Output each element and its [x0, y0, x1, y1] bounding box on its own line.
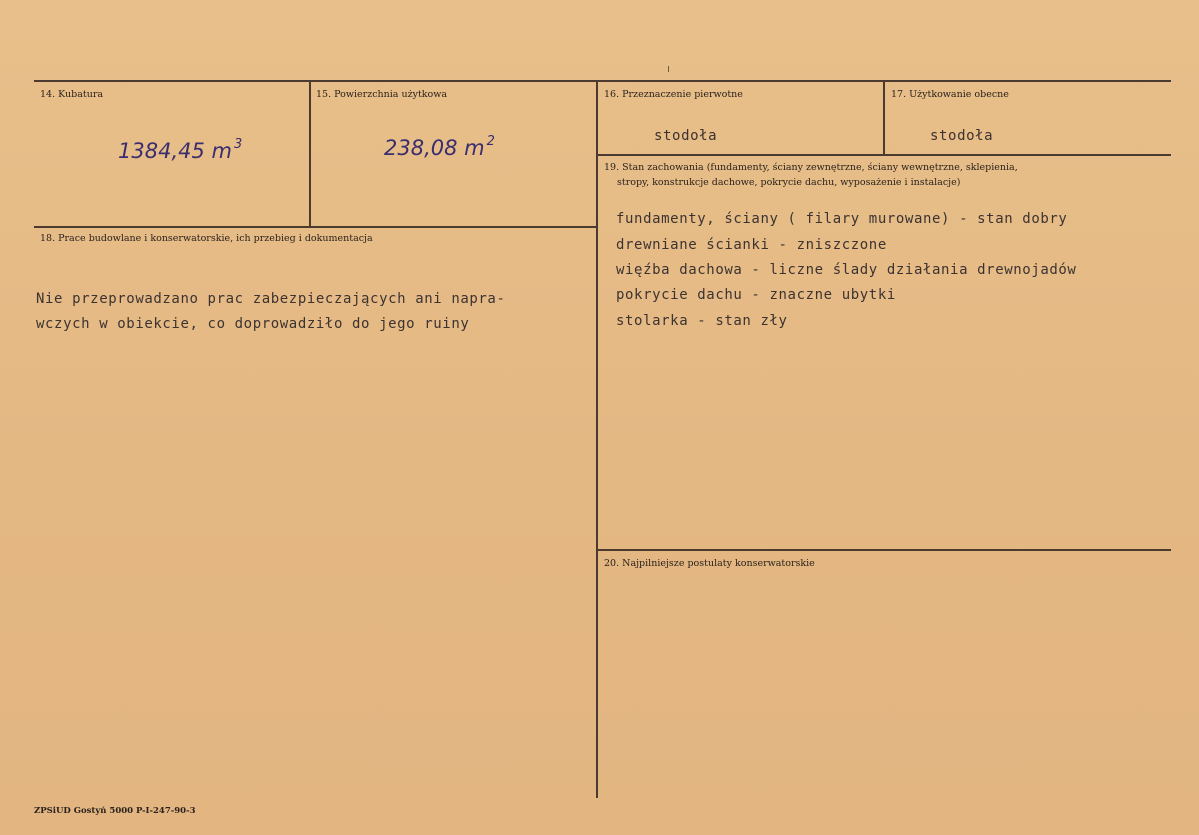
uzytkowanie-label: 17. Użytkowanie obecne [891, 89, 1009, 100]
przeznaczenie-value: stodoła [654, 128, 718, 144]
stan-line-1: fundamenty, ściany ( filary murowane) - stan dobry [616, 211, 1068, 227]
prace-line-1: Nie przeprowadzano prac zabezpieczających ani napra- [36, 291, 506, 307]
powierzchnia-label: 15. Powierzchnia użytkowa [316, 89, 448, 100]
divider-16-17 [883, 80, 885, 155]
kubatura-value [118, 137, 242, 163]
stan-label-line-2: stropy, konstrukcje dachowe, pokrycie dachu, wyposażenie i instalacje) [617, 177, 961, 188]
kubatura-exponent: 3 [233, 137, 243, 152]
prace-label: 18. Prace budowlane i konserwatorskie, ich przebieg i dokumentacja [40, 233, 373, 244]
scan-mark [668, 66, 669, 72]
prace-line-2: wczych w obiekcie, co doprowadziło do jego ruiny [36, 316, 470, 332]
postulaty-label: 20. Najpilniejsze postulaty konserwatorskie [604, 558, 815, 569]
stan-label-line-1: 19. Stan zachowania (fundamenty, ściany zewnętrzne, ściany wewnętrzne, sklepienia, [604, 162, 1018, 173]
divider-left-right [596, 80, 598, 798]
powierzchnia-exponent: 2 [486, 134, 495, 149]
stan-line-4: pokrycie dachu - znaczne ubytki [616, 287, 896, 303]
uzytkowanie-value: stodoła [930, 128, 994, 144]
divider-14-15 [309, 80, 311, 227]
przeznaczenie-label: 16. Przeznaczenie pierwotne [604, 89, 743, 100]
stan-line-5: stolarka - stan zły [616, 313, 788, 329]
stan-line-3: więźba dachowa - liczne ślady działania drewnojadów [616, 262, 1077, 278]
stan-line-2: drewniane ścianki - zniszczone [616, 237, 887, 253]
powierzchnia-value-text: 238,08 m [384, 136, 485, 160]
top-rule [34, 80, 1171, 82]
rule-above-20 [598, 549, 1171, 551]
rule-under-14-15 [34, 226, 596, 228]
print-footer: ZPSiUD Gostyń 5000 P-I-247-90-3 [34, 806, 196, 816]
powierzchnia-value [384, 134, 495, 160]
kubatura-value-text: 1384,45 m [118, 139, 232, 163]
kubatura-label: 14. Kubatura [40, 89, 104, 100]
